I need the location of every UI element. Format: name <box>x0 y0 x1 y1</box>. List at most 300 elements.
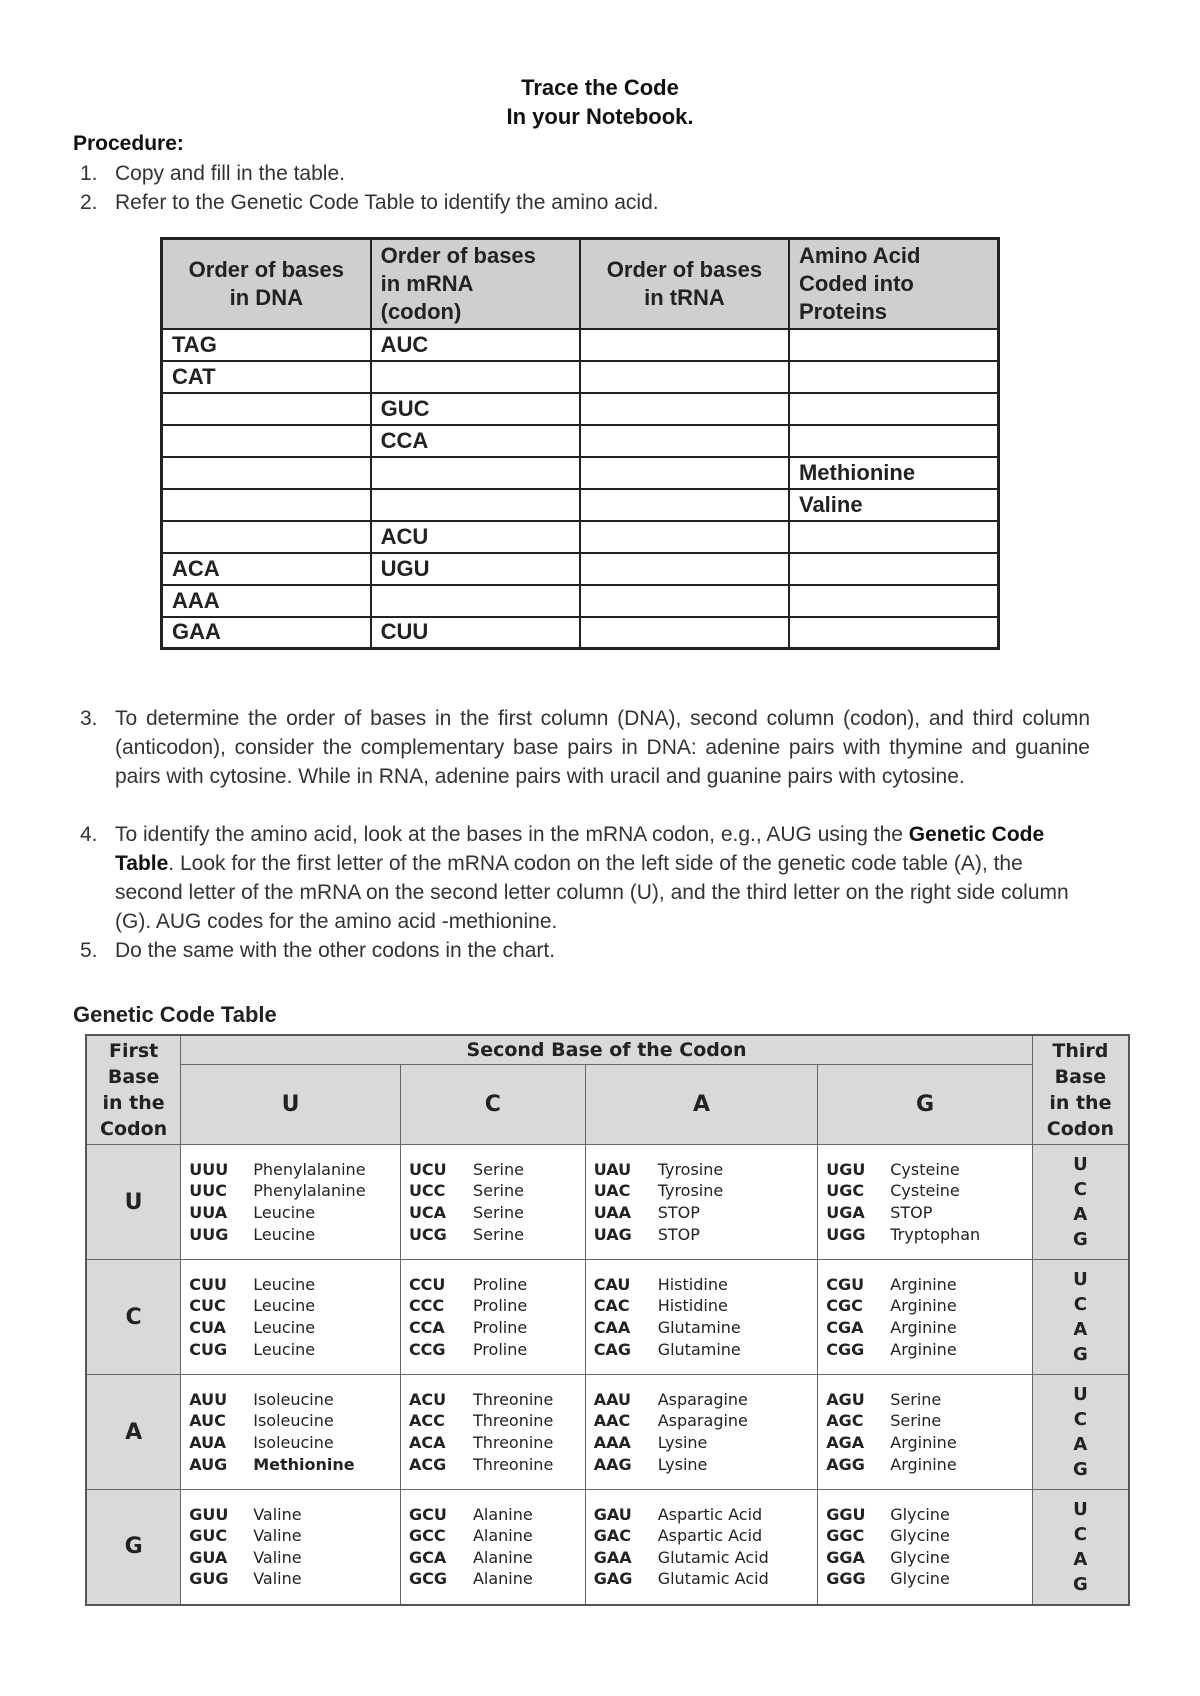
trace-table-row <box>162 489 999 521</box>
trace-cell-dna <box>162 425 371 457</box>
trace-cell-dna <box>162 521 371 553</box>
amino-acid: Serine <box>890 1411 942 1431</box>
gct-row-a <box>86 1375 1129 1490</box>
step-number: 3. <box>80 707 98 730</box>
amino-acid: Methionine <box>253 1454 355 1474</box>
trace-cell-mrna: CCA <box>371 425 580 457</box>
third-base-letters <box>1032 1375 1129 1490</box>
codon: GUC <box>189 1526 228 1546</box>
codon-entry <box>594 1180 810 1202</box>
trace-cell-dna: ACA <box>162 553 371 585</box>
trace-cell-amino <box>789 329 999 361</box>
codon: UUU <box>189 1159 229 1179</box>
codon: UUG <box>189 1224 229 1244</box>
step-text: To determine the order of bases in the first column (DNA), second column (codon), and third column (anticodon), consider the complementary base pairs in DNA: adenine pairs with thymine and guanine pairs with cytosine. While in RNA, adenine pairs with uracil and guanine pairs with cytosine. <box>115 707 1090 788</box>
gct-header-row <box>86 1035 1129 1064</box>
codon-entry <box>826 1274 1024 1296</box>
codon-entry <box>409 1180 577 1202</box>
codon-entry <box>826 1525 1024 1547</box>
trace-cell-dna <box>162 457 371 489</box>
second-letter-a: A <box>585 1064 818 1144</box>
amino-acid: Glycine <box>890 1504 950 1524</box>
trace-cell-trna <box>580 457 789 489</box>
page-title-line-1: Trace the Code <box>521 75 679 100</box>
gct-second-letter-row <box>86 1064 1129 1144</box>
codon: UCA <box>408 1203 447 1222</box>
first-base-header-line: Codon <box>100 1118 168 1140</box>
codon-entry <box>409 1568 577 1590</box>
codon: AAC <box>593 1411 631 1431</box>
first-base-header-line: First <box>108 1040 159 1062</box>
trace-cell-amino <box>789 553 999 585</box>
amino-acid: Arginine <box>890 1339 957 1359</box>
trace-cell-mrna: CUU <box>371 617 580 649</box>
amino-acid: Threonine <box>472 1411 554 1431</box>
codon: GGU <box>826 1504 866 1524</box>
trace-cell-amino <box>789 585 999 617</box>
second-base-header: Second Base of the Codon <box>181 1035 1033 1064</box>
trace-cell-amino: Valine <box>789 489 999 521</box>
amino-acid: Isoleucine <box>253 1389 334 1409</box>
header-aa-line: Coded into <box>798 270 914 296</box>
codon-entry <box>826 1547 1024 1569</box>
procedure-heading: Procedure: <box>73 132 184 155</box>
header-trna <box>580 239 789 329</box>
codon-entry <box>409 1389 577 1411</box>
codon: AAG <box>593 1454 632 1474</box>
codon-entry <box>826 1410 1024 1432</box>
third-base-letter: U <box>1073 1269 1088 1290</box>
codon: UAA <box>593 1203 631 1222</box>
amino-acid: Glutamic Acid <box>657 1547 769 1567</box>
codon: CGA <box>826 1318 864 1337</box>
codon-entry <box>189 1568 392 1590</box>
codon: GCC <box>408 1526 446 1546</box>
codon-cell <box>818 1375 1033 1490</box>
codon: AGG <box>826 1454 865 1474</box>
trace-cell-mrna <box>371 457 580 489</box>
third-base-letter: A <box>1073 1319 1088 1340</box>
codon: AUG <box>189 1454 228 1474</box>
codon-entry <box>594 1568 810 1590</box>
header-amino-acid <box>789 239 999 329</box>
codon: UGC <box>826 1181 865 1201</box>
amino-acid: STOP <box>890 1203 933 1222</box>
codon: CCG <box>408 1339 446 1359</box>
step-text: Do the same with the other codons in the chart. <box>115 939 556 962</box>
trace-cell-mrna: ACU <box>371 521 580 553</box>
trace-cell-amino <box>789 617 999 649</box>
codon-entry <box>409 1159 577 1181</box>
trace-cell-dna: CAT <box>162 361 371 393</box>
trace-table-header-row <box>162 239 999 329</box>
amino-acid: Serine <box>472 1181 524 1201</box>
codon: CUC <box>189 1296 226 1316</box>
amino-acid: Arginine <box>890 1318 957 1337</box>
header-mrna-line: (codon) <box>380 298 462 324</box>
third-base-letter: A <box>1073 1434 1088 1455</box>
amino-acid: Glutamine <box>657 1318 741 1337</box>
codon-entry <box>594 1274 810 1296</box>
codon: ACU <box>408 1389 447 1409</box>
third-base-header-line: Base <box>1054 1066 1107 1088</box>
step-number: 4. <box>80 823 98 846</box>
amino-acid: Isoleucine <box>253 1411 334 1431</box>
codon-entry <box>409 1432 577 1454</box>
codon-entry <box>826 1432 1024 1454</box>
codon-entry <box>189 1525 392 1547</box>
codon-entry <box>594 1389 810 1411</box>
third-base-letter: C <box>1073 1523 1087 1545</box>
amino-acid: Cysteine <box>890 1159 960 1179</box>
procedure-step-1 <box>80 159 980 189</box>
trace-cell-trna <box>580 425 789 457</box>
codon: CCC <box>408 1296 445 1316</box>
codon: UCC <box>408 1181 446 1201</box>
amino-acid: Serine <box>890 1389 942 1409</box>
amino-acid: Glycine <box>890 1526 950 1546</box>
trace-cell-trna <box>580 393 789 425</box>
codon-entry <box>409 1454 577 1476</box>
first-base-letter: A <box>86 1375 181 1490</box>
codon-cell <box>400 1260 585 1375</box>
header-mrna-line: Order of bases <box>380 242 536 268</box>
first-base-letter: G <box>86 1490 181 1605</box>
codon-cell <box>181 1260 401 1375</box>
codon: CUG <box>189 1339 228 1359</box>
amino-acid: Cysteine <box>890 1181 960 1201</box>
amino-acid: Phenylalanine <box>253 1181 366 1201</box>
trace-cell-trna <box>580 329 789 361</box>
codon-entry <box>189 1454 392 1476</box>
trace-cell-trna <box>580 521 789 553</box>
codon-entry <box>409 1295 577 1317</box>
amino-acid: Lysine <box>657 1433 708 1452</box>
trace-table-row <box>162 425 999 457</box>
amino-acid: Isoleucine <box>253 1433 334 1452</box>
codon-cell <box>818 1490 1033 1605</box>
amino-acid: Tryptophan <box>890 1224 981 1244</box>
first-base-header-line: Base <box>107 1066 160 1088</box>
codon-entry <box>594 1224 810 1246</box>
codon: UCG <box>408 1224 447 1244</box>
amino-acid: Alanine <box>472 1526 533 1546</box>
amino-acid: Asparagine <box>657 1389 748 1409</box>
codon-cell <box>400 1490 585 1605</box>
codon: UAG <box>593 1224 632 1244</box>
third-base-header-line: Third <box>1052 1040 1109 1062</box>
gct-body <box>86 1145 1129 1605</box>
codon: GCA <box>408 1547 447 1567</box>
codon-entry <box>409 1410 577 1432</box>
trace-table-row <box>162 521 999 553</box>
codon-cell <box>818 1145 1033 1260</box>
codon-entry <box>409 1202 577 1224</box>
amino-acid: Threonine <box>472 1454 554 1474</box>
trace-cell-dna: GAA <box>162 617 371 649</box>
amino-acid: Valine <box>253 1504 302 1524</box>
codon-entry <box>189 1389 392 1411</box>
amino-acid: Threonine <box>472 1433 554 1452</box>
codon-entry <box>189 1180 392 1202</box>
first-base-letter: C <box>86 1260 181 1375</box>
codon-entry <box>594 1454 810 1476</box>
codon: GUU <box>189 1504 229 1524</box>
amino-acid: Glycine <box>890 1569 950 1589</box>
trace-cell-amino <box>789 361 999 393</box>
trace-table-row <box>162 329 999 361</box>
amino-acid: Proline <box>472 1339 528 1359</box>
amino-acid: Leucine <box>253 1274 316 1294</box>
trace-table-row <box>162 617 999 649</box>
codon-entry <box>189 1224 392 1246</box>
third-base-letter: C <box>1073 1179 1087 1200</box>
codon: GAG <box>593 1569 633 1589</box>
codon-entry <box>826 1295 1024 1317</box>
codon: AUU <box>189 1389 228 1409</box>
codon: UUC <box>189 1181 227 1201</box>
amino-acid: Aspartic Acid <box>657 1526 763 1546</box>
codon-entry <box>826 1202 1024 1224</box>
amino-acid: Lysine <box>657 1454 708 1474</box>
amino-acid: Alanine <box>472 1569 533 1589</box>
amino-acid: Arginine <box>890 1433 957 1452</box>
third-base-letters <box>1032 1145 1129 1260</box>
codon-cell <box>585 1375 818 1490</box>
amino-acid: Asparagine <box>657 1411 748 1431</box>
codon-cell <box>181 1375 401 1490</box>
header-aa-line: Proteins <box>798 298 888 324</box>
codon: CGG <box>826 1339 865 1359</box>
gct-row-g <box>86 1490 1129 1605</box>
codon-entry <box>594 1525 810 1547</box>
trace-cell-dna: AAA <box>162 585 371 617</box>
codon-cell <box>585 1260 818 1375</box>
codon: AAU <box>593 1389 631 1409</box>
codon: CCA <box>408 1318 445 1337</box>
codon-entry <box>409 1547 577 1569</box>
codon: GUA <box>189 1547 228 1567</box>
codon-entry <box>189 1202 392 1224</box>
codon-entry <box>189 1159 392 1181</box>
third-base-letters <box>1032 1260 1129 1375</box>
codon-entry <box>826 1317 1024 1339</box>
step-text <box>115 820 1090 936</box>
trace-cell-trna <box>580 489 789 521</box>
third-base-letter: G <box>1073 1459 1088 1480</box>
procedure-step-2 <box>80 188 980 218</box>
codon-entry <box>826 1339 1024 1361</box>
first-base-header-line: in the <box>102 1092 165 1114</box>
amino-acid: Threonine <box>472 1389 554 1409</box>
amino-acid: Tyrosine <box>657 1159 724 1179</box>
amino-acid: Leucine <box>253 1296 316 1316</box>
amino-acid: Glutamine <box>657 1339 741 1359</box>
codon-cell <box>818 1260 1033 1375</box>
codon-entry <box>189 1410 392 1432</box>
codon: AUC <box>189 1411 226 1431</box>
codon: CAA <box>593 1318 631 1337</box>
trace-cell-trna <box>580 361 789 393</box>
trace-table-body <box>162 329 999 649</box>
amino-acid: Serine <box>472 1203 524 1222</box>
trace-cell-trna <box>580 585 789 617</box>
trace-cell-mrna: AUC <box>371 329 580 361</box>
trace-cell-trna <box>580 617 789 649</box>
second-letter-c: C <box>400 1064 585 1144</box>
genetic-code-table-reference: Genetic Code Table <box>115 823 1045 875</box>
header-dna-line: in DNA <box>229 284 303 310</box>
codon: CGU <box>826 1274 865 1294</box>
codon: UGU <box>826 1159 866 1179</box>
third-base-letter: G <box>1073 1344 1088 1365</box>
codon-entry <box>189 1504 392 1526</box>
step-text: Refer to the Genetic Code Table to identify the amino acid. <box>115 191 659 214</box>
codon-cell <box>585 1145 818 1260</box>
codon: UAC <box>593 1181 631 1201</box>
third-base-letters <box>1032 1490 1129 1605</box>
trace-cell-mrna: UGU <box>371 553 580 585</box>
codon-entry <box>409 1525 577 1547</box>
amino-acid: Serine <box>472 1224 524 1244</box>
third-base-letter: G <box>1073 1573 1088 1595</box>
codon-cell <box>181 1490 401 1605</box>
first-base-header <box>86 1035 181 1145</box>
codon-cell <box>585 1490 818 1605</box>
codon: UUA <box>189 1203 228 1222</box>
codon-entry <box>826 1389 1024 1411</box>
second-letter-g: G <box>818 1064 1033 1144</box>
codon: ACA <box>408 1433 446 1452</box>
codon: GCG <box>408 1569 447 1589</box>
codon: CUU <box>189 1274 227 1294</box>
codon-entry <box>189 1274 392 1296</box>
codon-entry <box>409 1504 577 1526</box>
codon: AGU <box>826 1389 865 1409</box>
codon: UAU <box>593 1159 632 1179</box>
trace-cell-amino <box>789 521 999 553</box>
header-trna-line: Order of bases <box>606 256 763 282</box>
third-base-letter: A <box>1073 1548 1088 1570</box>
header-dna <box>162 239 371 329</box>
procedure-step-3 <box>80 704 1090 791</box>
header-mrna <box>371 239 580 329</box>
procedure-step-5 <box>80 936 1090 965</box>
codon: UCU <box>408 1159 447 1179</box>
trace-cell-mrna: GUC <box>371 393 580 425</box>
step-number: 1. <box>80 162 98 185</box>
trace-table-row <box>162 553 999 585</box>
amino-acid: Glutamic Acid <box>657 1569 769 1589</box>
third-base-header-line: Codon <box>1046 1118 1114 1140</box>
codon: CGC <box>826 1296 863 1316</box>
amino-acid: Leucine <box>253 1318 316 1337</box>
amino-acid: Histidine <box>657 1296 728 1316</box>
amino-acid: Histidine <box>657 1274 728 1294</box>
trace-cell-dna: TAG <box>162 329 371 361</box>
codon-entry <box>409 1317 577 1339</box>
trace-table-row <box>162 585 999 617</box>
codon: CAC <box>593 1296 630 1316</box>
codon-entry <box>594 1317 810 1339</box>
third-base-letter: C <box>1073 1294 1087 1315</box>
trace-cell-dna <box>162 489 371 521</box>
codon-entry <box>826 1180 1024 1202</box>
codon-entry <box>594 1547 810 1569</box>
gct-row-c <box>86 1260 1129 1375</box>
codon-entry <box>594 1432 810 1454</box>
amino-acid: Valine <box>253 1547 302 1567</box>
codon: CUA <box>189 1318 226 1337</box>
third-base-letter: C <box>1073 1409 1087 1430</box>
trace-table-row <box>162 361 999 393</box>
codon-entry <box>594 1202 810 1224</box>
codon: GGC <box>826 1526 865 1546</box>
codon: AGC <box>826 1411 864 1431</box>
second-letter-u: U <box>181 1064 401 1144</box>
genetic-code-table-title: Genetic Code Table <box>73 1002 277 1027</box>
codon-entry <box>189 1317 392 1339</box>
amino-acid: Tyrosine <box>657 1181 724 1201</box>
codon-entry <box>826 1568 1024 1590</box>
amino-acid: Leucine <box>253 1339 316 1359</box>
amino-acid: Leucine <box>253 1224 316 1244</box>
codon: GAU <box>593 1504 632 1524</box>
trace-cell-amino: Methionine <box>789 457 999 489</box>
codon-entry <box>594 1410 810 1432</box>
gct-row-u <box>86 1145 1129 1260</box>
third-base-letter: A <box>1073 1204 1088 1225</box>
page-title-line-2: In your Notebook. <box>506 104 694 129</box>
header-aa-line: Amino Acid <box>798 242 921 268</box>
trace-cell-mrna <box>371 361 580 393</box>
third-base-header <box>1032 1035 1129 1145</box>
first-base-letter: U <box>86 1145 181 1260</box>
codon: AUA <box>189 1433 226 1452</box>
amino-acid: Proline <box>472 1318 528 1337</box>
codon-entry <box>594 1159 810 1181</box>
codon: ACC <box>408 1411 445 1431</box>
trace-table-row <box>162 393 999 425</box>
codon-entry <box>189 1339 392 1361</box>
step-text-part: . Look for the first letter of the mRNA codon on the left side of the genetic code table (A), the second letter of the mRNA on the second letter column (U), and the third letter on the right side column (G). AUG codes for the amino acid -methionine. <box>115 852 1069 933</box>
codon-entry <box>594 1295 810 1317</box>
codon-entry <box>594 1504 810 1526</box>
trace-table <box>160 237 1000 650</box>
codon: UGG <box>826 1224 866 1244</box>
trace-cell-amino <box>789 393 999 425</box>
codon: AGA <box>826 1433 865 1452</box>
codon: GUG <box>189 1569 229 1589</box>
amino-acid: Aspartic Acid <box>657 1504 763 1524</box>
codon-entry <box>826 1224 1024 1246</box>
trace-table-row <box>162 457 999 489</box>
third-base-letter: U <box>1073 1154 1088 1175</box>
codon: GCU <box>408 1504 447 1524</box>
trace-cell-trna <box>580 553 789 585</box>
amino-acid: Leucine <box>253 1203 316 1222</box>
codon-entry <box>189 1295 392 1317</box>
header-trna-line: in tRNA <box>644 284 725 310</box>
codon: ACG <box>408 1454 447 1474</box>
genetic-code-table <box>85 1034 1130 1606</box>
codon: GGA <box>826 1547 865 1567</box>
codon-entry <box>409 1274 577 1296</box>
codon-entry <box>189 1432 392 1454</box>
codon: GGG <box>826 1569 866 1589</box>
codon: AAA <box>593 1433 631 1452</box>
codon-entry <box>826 1504 1024 1526</box>
